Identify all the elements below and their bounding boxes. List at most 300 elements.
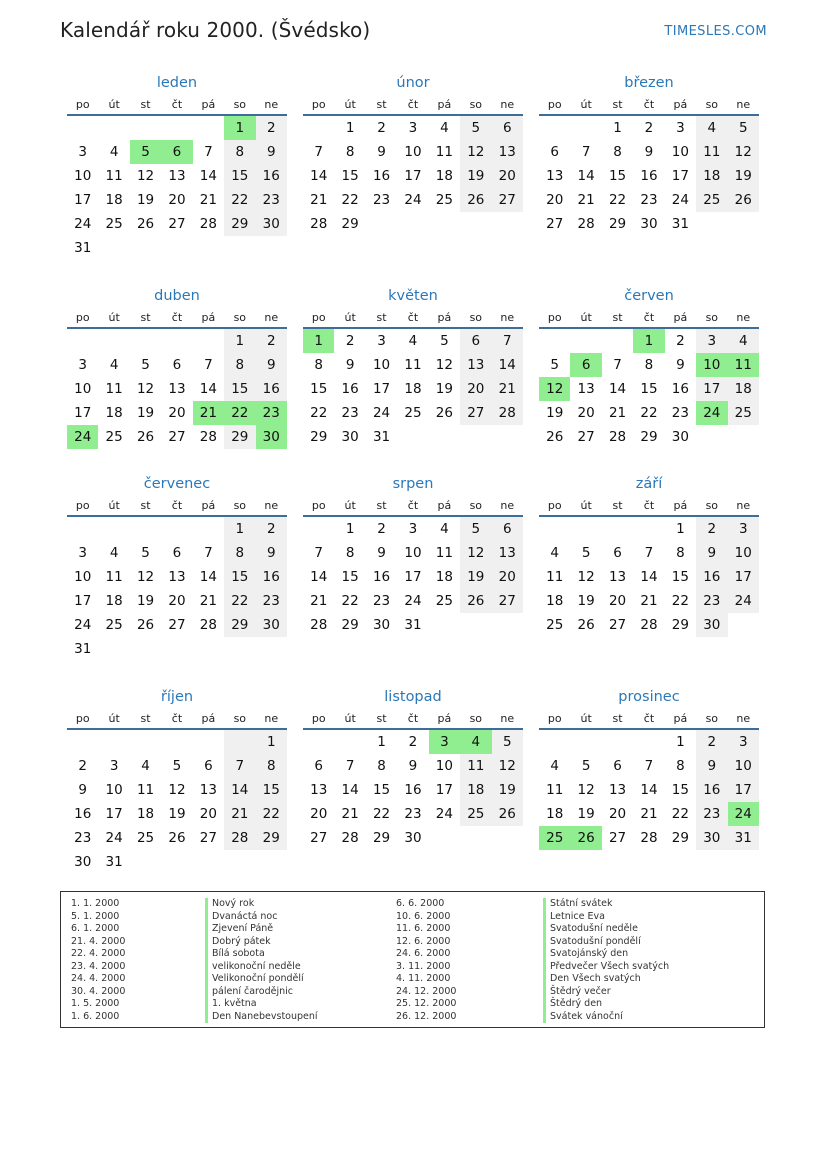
empty-cell (728, 212, 759, 236)
day-cell: 8 (256, 754, 287, 778)
day-cell: 17 (74, 593, 92, 609)
weekday-label: ne (500, 97, 515, 111)
empty-cell (429, 212, 460, 236)
day-cell: 7 (613, 357, 622, 373)
empty-cell (633, 517, 664, 541)
day-cell: 16 (341, 381, 359, 397)
day-cell: 3 (408, 521, 418, 537)
holiday-name: Štědrý večer (543, 986, 669, 999)
day-cell: 30 (696, 613, 727, 637)
day-cell: 20 (608, 593, 627, 609)
day-cell: 30 (671, 429, 689, 445)
empty-cell (193, 850, 224, 874)
day-cell: 27 (460, 401, 491, 425)
empty-cell (256, 236, 287, 260)
holiday-name: Svátek vánoční (543, 1011, 669, 1024)
empty-cell (602, 329, 633, 353)
day-cell: 5 (460, 116, 491, 140)
holiday-date: 21. 4. 2000 (71, 935, 126, 947)
day-cell: 24 (74, 617, 92, 633)
weekday-header (303, 307, 523, 329)
day-cell: 7 (314, 144, 323, 160)
weekday-label: st (376, 711, 387, 725)
holiday-date: 3. 11. 2000 (396, 960, 451, 972)
day-cell: 4 (550, 758, 559, 774)
day-cell: 10 (74, 381, 92, 397)
day-cell: 17 (728, 778, 759, 802)
day-cell: 3 (109, 758, 119, 774)
holiday-name: Svatodušní pondělí (543, 936, 669, 949)
day-cell: 29 (671, 617, 689, 633)
day-cell: 25 (435, 593, 453, 609)
day-cell: 24 (671, 192, 689, 208)
weekday-label: po (75, 310, 90, 324)
day-cell: 20 (199, 806, 217, 822)
day-cell: 1 (613, 120, 622, 136)
day-cell: 3 (728, 730, 759, 754)
day-cell: 17 (372, 381, 391, 397)
month-name: září (635, 476, 663, 492)
day-cell: 19 (492, 778, 523, 802)
weekday-label: po (311, 498, 326, 512)
day-cell: 29 (341, 617, 359, 633)
day-cell: 25 (404, 405, 422, 421)
month-name: srpen (392, 476, 434, 492)
day-cell: 20 (168, 405, 186, 421)
day-cell: 3 (78, 144, 87, 160)
day-cell: 16 (256, 164, 287, 188)
day-cell: 30 (74, 854, 92, 870)
weekday-label: pá (201, 711, 216, 725)
weekday-label: pá (673, 310, 688, 324)
day-cell: 27 (608, 830, 627, 846)
day-cell: 7 (644, 545, 654, 561)
day-cell: 25 (136, 830, 155, 846)
holiday-date: 11. 6. 2000 (396, 923, 451, 934)
empty-cell (429, 613, 460, 637)
weekday-label: pá (437, 498, 452, 512)
day-cell: 26 (577, 617, 595, 633)
weekday-label: ne (736, 310, 751, 324)
day-cell: 2 (696, 730, 727, 754)
day-cell: 28 (492, 401, 523, 425)
weekday-label: st (140, 711, 151, 725)
weekday-label: so (469, 310, 483, 324)
day-cell: 28 (224, 826, 255, 850)
holiday-date: 10. 6. 2000 (396, 910, 451, 922)
day-cell: 29 (224, 212, 255, 236)
day-cell: 27 (168, 617, 186, 633)
day-cell: 16 (372, 569, 391, 585)
day-cell: 22 (372, 806, 391, 822)
empty-cell (161, 116, 192, 140)
day-cell: 13 (492, 140, 523, 164)
month-3 (539, 72, 759, 236)
weekday-label: po (311, 97, 326, 111)
holiday-day: 1 (633, 329, 664, 353)
day-cell: 26 (546, 429, 564, 445)
weekday-label: so (469, 498, 483, 512)
day-cell: 30 (640, 216, 658, 232)
weekday-label: pá (437, 310, 452, 324)
day-cell: 28 (640, 830, 658, 846)
day-cell: 19 (460, 565, 491, 589)
day-cell: 7 (345, 758, 355, 774)
day-cell: 17 (74, 192, 92, 208)
day-cell: 29 (640, 429, 658, 445)
day-cell: 10 (105, 782, 123, 798)
day-cell: 14 (341, 782, 359, 798)
weekday-label: so (233, 711, 247, 725)
holiday-list (60, 891, 765, 1028)
empty-cell (539, 116, 570, 140)
day-cell: 24 (404, 192, 422, 208)
day-cell: 4 (696, 116, 727, 140)
day-cell: 16 (256, 565, 287, 589)
empty-cell (492, 425, 523, 449)
day-cell: 6 (460, 329, 491, 353)
day-cell: 13 (492, 541, 523, 565)
day-cell: 11 (546, 782, 564, 798)
empty-cell (570, 329, 601, 353)
day-cell: 2 (377, 521, 386, 537)
weekday-label: út (580, 498, 592, 512)
holiday-name: Svatodušní neděle (543, 923, 669, 936)
empty-cell (224, 236, 255, 260)
day-cell: 5 (172, 758, 182, 774)
month-name: listopad (384, 689, 442, 705)
weekday-label: st (612, 310, 623, 324)
day-cell: 7 (644, 758, 654, 774)
day-cell: 1 (676, 521, 685, 537)
empty-cell (130, 517, 161, 541)
empty-cell (193, 730, 224, 754)
day-cell: 2 (256, 517, 287, 541)
brand-link[interactable]: TIMESLES.COM (664, 24, 767, 39)
day-cell: 12 (460, 541, 491, 565)
day-cell: 18 (105, 192, 123, 208)
empty-cell (67, 329, 98, 353)
day-cell: 24 (435, 806, 453, 822)
weekday-label: st (376, 97, 387, 111)
day-cell: 11 (435, 144, 453, 160)
weekday-label: ne (264, 310, 279, 324)
empty-cell (602, 730, 633, 754)
weekday-label: so (705, 310, 719, 324)
day-cell: 25 (435, 192, 453, 208)
day-cell: 21 (199, 593, 217, 609)
day-cell: 29 (671, 830, 689, 846)
weekday-label: čt (643, 711, 655, 725)
day-cell: 22 (671, 806, 689, 822)
day-cell: 4 (109, 357, 119, 373)
day-cell: 15 (608, 168, 627, 184)
empty-cell (161, 850, 192, 874)
weekday-label: so (469, 711, 483, 725)
weekday-label: út (580, 711, 592, 725)
day-cell: 24 (105, 830, 123, 846)
day-cell: 2 (377, 120, 386, 136)
day-cell: 24 (728, 589, 759, 613)
day-cell: 6 (492, 116, 523, 140)
day-cell: 23 (640, 192, 658, 208)
holiday-name: Zjevení Páně (205, 923, 318, 936)
day-grid (303, 116, 523, 236)
weekday-label: ne (736, 97, 751, 111)
day-cell: 31 (404, 617, 422, 633)
empty-cell (130, 329, 161, 353)
day-cell: 17 (404, 569, 422, 585)
day-cell: 17 (671, 168, 689, 184)
empty-cell (130, 236, 161, 260)
day-cell: 19 (435, 381, 453, 397)
day-cell: 30 (341, 429, 359, 445)
holiday-date: 24. 12. 2000 (396, 985, 457, 997)
day-cell: 22 (608, 192, 627, 208)
day-cell: 20 (546, 192, 564, 208)
day-cell: 31 (372, 429, 391, 445)
day-cell: 26 (728, 188, 759, 212)
empty-cell (224, 850, 255, 874)
day-cell: 30 (372, 617, 391, 633)
day-cell: 15 (256, 778, 287, 802)
day-cell: 20 (168, 593, 186, 609)
weekday-label: čt (407, 310, 419, 324)
empty-cell (429, 826, 460, 850)
empty-cell (98, 517, 129, 541)
month-name: červenec (143, 476, 211, 492)
day-cell: 4 (141, 758, 150, 774)
day-cell: 19 (546, 405, 564, 421)
day-cell: 31 (671, 216, 689, 232)
day-cell: 25 (546, 617, 564, 633)
day-cell: 13 (546, 168, 564, 184)
day-cell: 29 (224, 613, 255, 637)
weekday-header (539, 495, 759, 517)
weekday-label: so (233, 97, 247, 111)
day-cell: 14 (224, 778, 255, 802)
month-12 (539, 686, 759, 850)
empty-cell (570, 517, 601, 541)
day-cell: 15 (341, 168, 359, 184)
day-cell: 19 (136, 593, 155, 609)
weekday-label: st (140, 310, 151, 324)
day-cell: 20 (492, 164, 523, 188)
weekday-label: po (547, 711, 562, 725)
day-grid (67, 329, 287, 449)
weekday-label: ne (736, 498, 751, 512)
weekday-label: st (612, 498, 623, 512)
day-cell: 14 (640, 782, 658, 798)
day-cell: 26 (136, 429, 155, 445)
day-cell: 1 (345, 120, 355, 136)
weekday-label: ne (264, 498, 279, 512)
day-cell: 14 (492, 353, 523, 377)
empty-cell (696, 425, 727, 449)
weekday-label: čt (407, 711, 419, 725)
day-cell: 10 (404, 144, 422, 160)
holiday-day: 4 (460, 730, 491, 754)
empty-cell (303, 116, 334, 140)
weekday-label: ne (736, 711, 751, 725)
day-cell: 1 (345, 521, 355, 537)
day-cell: 6 (172, 545, 182, 561)
day-cell: 26 (168, 830, 186, 846)
day-grid (539, 116, 759, 236)
day-cell: 7 (204, 357, 213, 373)
day-cell: 1 (256, 730, 287, 754)
day-cell: 27 (546, 216, 564, 232)
holiday-day: 3 (429, 730, 460, 754)
day-cell: 18 (105, 405, 123, 421)
day-cell: 8 (613, 144, 622, 160)
day-cell: 3 (78, 357, 87, 373)
weekday-label: pá (437, 711, 452, 725)
day-cell: 6 (550, 144, 559, 160)
empty-cell (67, 116, 98, 140)
empty-cell (98, 637, 129, 661)
weekday-label: út (344, 310, 356, 324)
day-cell: 27 (168, 216, 186, 232)
day-cell: 23 (372, 192, 391, 208)
empty-cell (460, 425, 491, 449)
weekday-label: po (547, 97, 562, 111)
holiday-name: Státní svátek (543, 898, 669, 911)
day-cell: 27 (577, 429, 595, 445)
day-cell: 16 (256, 377, 287, 401)
day-cell: 29 (608, 216, 627, 232)
holiday-day: 23 (256, 401, 287, 425)
empty-cell (256, 637, 287, 661)
weekday-label: čt (171, 97, 183, 111)
day-cell: 7 (314, 545, 323, 561)
day-cell: 12 (492, 754, 523, 778)
day-cell: 2 (256, 116, 287, 140)
day-cell: 15 (224, 565, 255, 589)
day-cell: 5 (550, 357, 559, 373)
day-cell: 21 (640, 593, 658, 609)
day-cell: 31 (74, 641, 92, 657)
day-cell: 1 (224, 329, 255, 353)
day-cell: 23 (256, 188, 287, 212)
empty-cell (303, 517, 334, 541)
day-cell: 18 (435, 168, 453, 184)
day-cell: 28 (199, 429, 217, 445)
month-11 (303, 686, 523, 850)
weekday-label: ne (500, 711, 515, 725)
day-cell: 22 (341, 192, 359, 208)
day-cell: 18 (546, 593, 564, 609)
empty-cell (366, 212, 397, 236)
day-cell: 7 (581, 144, 591, 160)
holiday-date: 1. 6. 2000 (71, 1010, 120, 1022)
day-cell: 16 (671, 381, 689, 397)
day-cell: 25 (105, 617, 123, 633)
empty-cell (460, 826, 491, 850)
day-cell: 25 (105, 216, 123, 232)
day-cell: 4 (109, 144, 119, 160)
day-cell: 16 (404, 782, 422, 798)
day-cell: 18 (728, 377, 759, 401)
empty-cell (539, 329, 570, 353)
day-cell: 19 (577, 593, 595, 609)
month-name: říjen (160, 689, 194, 705)
day-cell: 5 (492, 730, 523, 754)
day-cell: 10 (74, 168, 92, 184)
day-cell: 16 (640, 168, 658, 184)
weekday-label: čt (171, 498, 183, 512)
empty-cell (193, 329, 224, 353)
weekday-header (539, 708, 759, 730)
empty-cell (161, 730, 192, 754)
weekday-header (67, 495, 287, 517)
day-cell: 3 (377, 333, 386, 349)
weekday-label: čt (171, 711, 183, 725)
weekday-header (539, 94, 759, 116)
day-cell: 4 (408, 333, 418, 349)
day-cell: 13 (577, 381, 595, 397)
day-cell: 27 (199, 830, 217, 846)
weekday-label: po (547, 310, 562, 324)
day-cell: 5 (581, 758, 591, 774)
weekday-header (539, 307, 759, 329)
weekday-label: so (233, 498, 247, 512)
weekday-label: po (311, 310, 326, 324)
day-cell: 11 (404, 357, 422, 373)
holiday-dates-column (71, 898, 125, 1023)
day-cell: 18 (546, 806, 564, 822)
day-cell: 10 (74, 569, 92, 585)
day-cell: 22 (671, 593, 689, 609)
day-cell: 18 (435, 569, 453, 585)
day-cell: 10 (372, 357, 391, 373)
day-cell: 14 (640, 569, 658, 585)
day-cell: 28 (640, 617, 658, 633)
day-cell: 12 (728, 140, 759, 164)
weekday-label: ne (264, 711, 279, 725)
day-cell: 2 (676, 333, 685, 349)
month-name: prosinec (618, 689, 680, 705)
holiday-name: 1. května (205, 998, 318, 1011)
day-cell: 28 (608, 429, 627, 445)
empty-cell (130, 850, 161, 874)
day-cell: 26 (136, 617, 155, 633)
empty-cell (696, 212, 727, 236)
day-cell: 4 (440, 521, 449, 537)
weekday-label: pá (437, 97, 452, 111)
holiday-day: 10 (696, 353, 727, 377)
holiday-day: 21 (193, 401, 224, 425)
holiday-name: Nový rok (205, 898, 318, 911)
day-cell: 13 (168, 569, 186, 585)
day-cell: 3 (728, 517, 759, 541)
weekday-label: út (108, 498, 120, 512)
day-cell: 10 (435, 758, 453, 774)
day-cell: 13 (310, 782, 328, 798)
day-grid (67, 116, 287, 260)
day-cell: 21 (640, 806, 658, 822)
day-cell: 27 (310, 830, 328, 846)
empty-cell (130, 637, 161, 661)
weekday-label: ne (500, 498, 515, 512)
day-cell: 21 (199, 192, 217, 208)
day-cell: 25 (728, 401, 759, 425)
weekday-label: čt (643, 310, 655, 324)
holiday-date: 26. 12. 2000 (396, 1010, 457, 1022)
weekday-label: pá (201, 310, 216, 324)
month-6 (539, 285, 759, 449)
day-grid (67, 730, 287, 874)
